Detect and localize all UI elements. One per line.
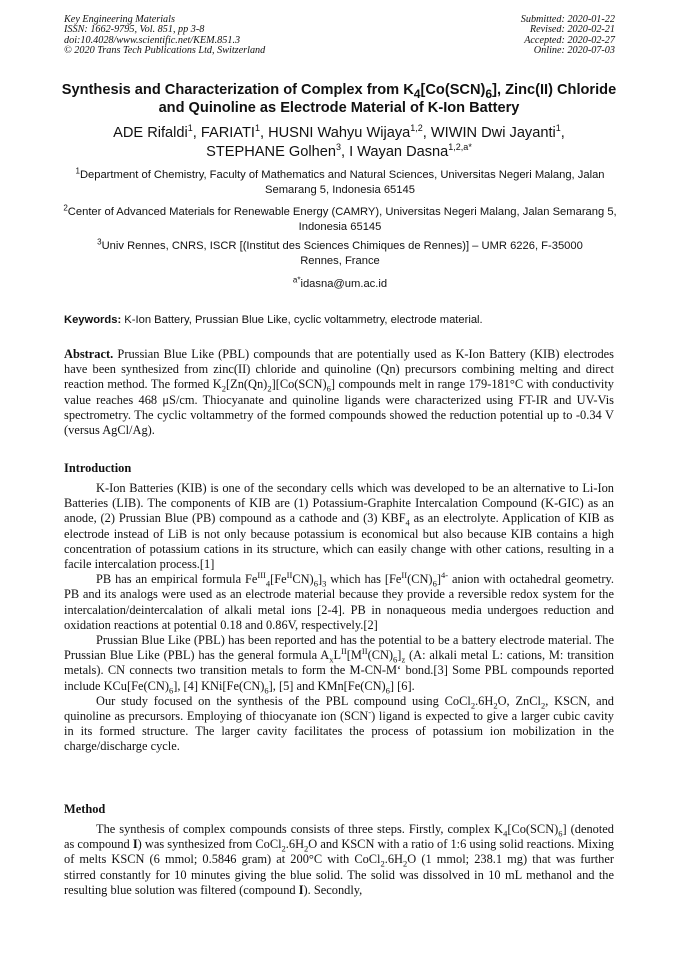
keywords-label: Keywords: [64, 314, 122, 326]
author: STEPHANE Golhen [206, 144, 336, 160]
affiliation-1: $^1$Department of Chemistry, Faculty of Mathematics and Natural Sciences, Universitas Negeri Malang, Jalan Semarang 5, Indonesia 65145 [75, 166, 605, 196]
paper-title: Synthesis and Characterization of Complex from $K_4[Co(SCN)_6]$, Zinc(II) Chloride and Quinoline as Electrode Material of K-Ion Battery [61, 82, 617, 116]
accepted-date: Accepted: 2020-02-27 [524, 34, 615, 46]
online-date: Online: 2020-07-03 [533, 45, 615, 57]
issn-line: ISSN: 1662-9795, Vol. 851, pp 3-8 [64, 24, 205, 36]
introduction-body [64, 481, 614, 755]
paragraph: Prussian Blue Like (PBL) has been reported and has the potential to be a battery electrode material. The Prussian Blue Like (PBL) has the general formula $A_xL^{II}[M^{II}(CN)_6]_z$ (A: alkali metal L: cations, M: transition metals). CN connects two transition metals to form the M-CN-M‘ bond.[3] Some PBL compounds reported include $KCu[Fe(CN)_6]$, [4] $KNi[Fe(CN)_6]$, [5] and $KMn[Fe(CN)_6]$ [6]. [64, 633, 614, 696]
author: HUSNI Wahyu Wijaya [268, 125, 411, 141]
paragraph: PB has an empirical formula $Fe^{III}_4[Fe^{II}CN)_6]_3$ which has $[Fe^{II}(CN)_6]^{4-}$ anion with octahedral geometry. PB and its analogs were used as an electrode material because they provide a reversible redox system for the intercalation/deintercalation of alkali metal ions [2-4]. PB in nonaqueous media undergoes reduction and oxidation reactions at potential 0.18 and 0.86V, respectively.[2] [64, 570, 614, 632]
author: FARIATI [200, 125, 255, 141]
method-body [64, 822, 614, 898]
affiliation-3: $^3$Univ Rennes, CNRS, ISCR [(Institut des Sciences Chimiques de Rennes)] – UMR 6226, F-35000 Rennes, France [97, 237, 583, 267]
abstract: Abstract. Prussian Blue Like (PBL) compounds that are potentially used as K-Ion Battery (KIB) electrodes have been synthesized from zinc(II) chloride and quinoline (Qn) precursors combining melting and direct reaction method. The formed $K_2[Zn(Qn)_2][Co(SCN)_6]$ compounds melt in range 179-181°C with conductivity value reaches 468 μS/cm. Thiocyanate and quinoline ligands were characterized using FT-IR and UV-Vis spectrometry. The cyclic voltammetry of the formed compounds showed the reduction potential up to -0.34 V (versus AgCl/Ag). [64, 347, 615, 438]
abstract-label: Abstract. [64, 347, 114, 361]
submitted-date: Submitted: 2020-01-22 [520, 14, 615, 25]
corresponding-email: $^{a*}$idasna@um.ac.id [292, 275, 388, 290]
copyright-line: © 2020 Trans Tech Publications Ltd, Switzerland [64, 45, 266, 57]
journal-header-right [521, 15, 615, 57]
keywords: Keywords: K-Ion Battery, Prussian Blue Like, cyclic voltammetry, electrode material. [64, 314, 483, 326]
author-list: ADE Rifaldi$^1$, FARIATI$^1$, HUSNI Wahyu Wijaya$^{1,2}$, WIWIN Dwi Jayanti$^1$, STEPHANE Golhen$^3$, I Wayan Dasna$^{1,2,a*}$ [113, 123, 565, 160]
paragraph: K-Ion Batteries (KIB) is one of the secondary cells which was developed to be an alternative to Li-Ion Batteries (LIB). The components of KIB are (1) Potassium-Graphite Intercalation Compound (K-GIC) as an anode, (2) Prussian Blue (PB) compound as a cathode and (3) $KBF_4$ as an electrolyte. Application of KIB as electrode instead of LiB is not only because potassium is economical but also because KIB contains a high concentration of potassium cations in its structure, which can easily change with other cations, resulting in a facile intercalation process.[1] [64, 481, 614, 572]
journal-header-left [64, 15, 265, 57]
affiliation-2: $^2$Center of Advanced Materials for Renewable Energy (CAMRY), Universitas Negeri Malang, Jalan Semarang 5, Indonesia 65145 [63, 203, 617, 233]
paragraph: The synthesis of complex compounds consists of three steps. Firstly, complex $K_4[Co(SCN)_6]$ (denoted as compound I) was synthesized from $CoCl_2.6H_2O$ and KSCN with a ratio of 1:6 using solid reactions. Mixing of melts KSCN (6 mmol; 0.5846 gram) at 200°C with $CoCl_2.6H_2O$ (1 mmol; 238.1 mg) that was further stirred constantly for 10 minutes giving the blue solid. The solid was dissolved in 10 mL methanol and the resulting blue solution was filtered (compound I). Secondly, [64, 822, 614, 897]
author: ADE Rifaldi [113, 125, 188, 141]
author: WIWIN Dwi Jayanti [430, 125, 556, 141]
method-heading: Method [64, 802, 106, 816]
journal-name: Key Engineering Materials [64, 14, 175, 25]
doi-line: doi:10.4028/www.scientific.net/KEM.851.3 [64, 34, 241, 46]
paragraph: Our study focused on the synthesis of the PBL compound using $CoCl_2.6H_2O$, ZnCl$_2$, KSCN, and quinoline as precursors. Employing of thiocyanate ion (SCN-) ligand is expected to give a larger cubic cavity in its formed structure. The larger cavity facilitates the process of potassium ion mobilization in the charge/discharge cycle. [64, 693, 614, 754]
revised-date: Revised: 2020-02-21 [529, 24, 615, 36]
introduction-heading: Introduction [64, 461, 132, 475]
author: I Wayan Dasna [349, 144, 449, 160]
